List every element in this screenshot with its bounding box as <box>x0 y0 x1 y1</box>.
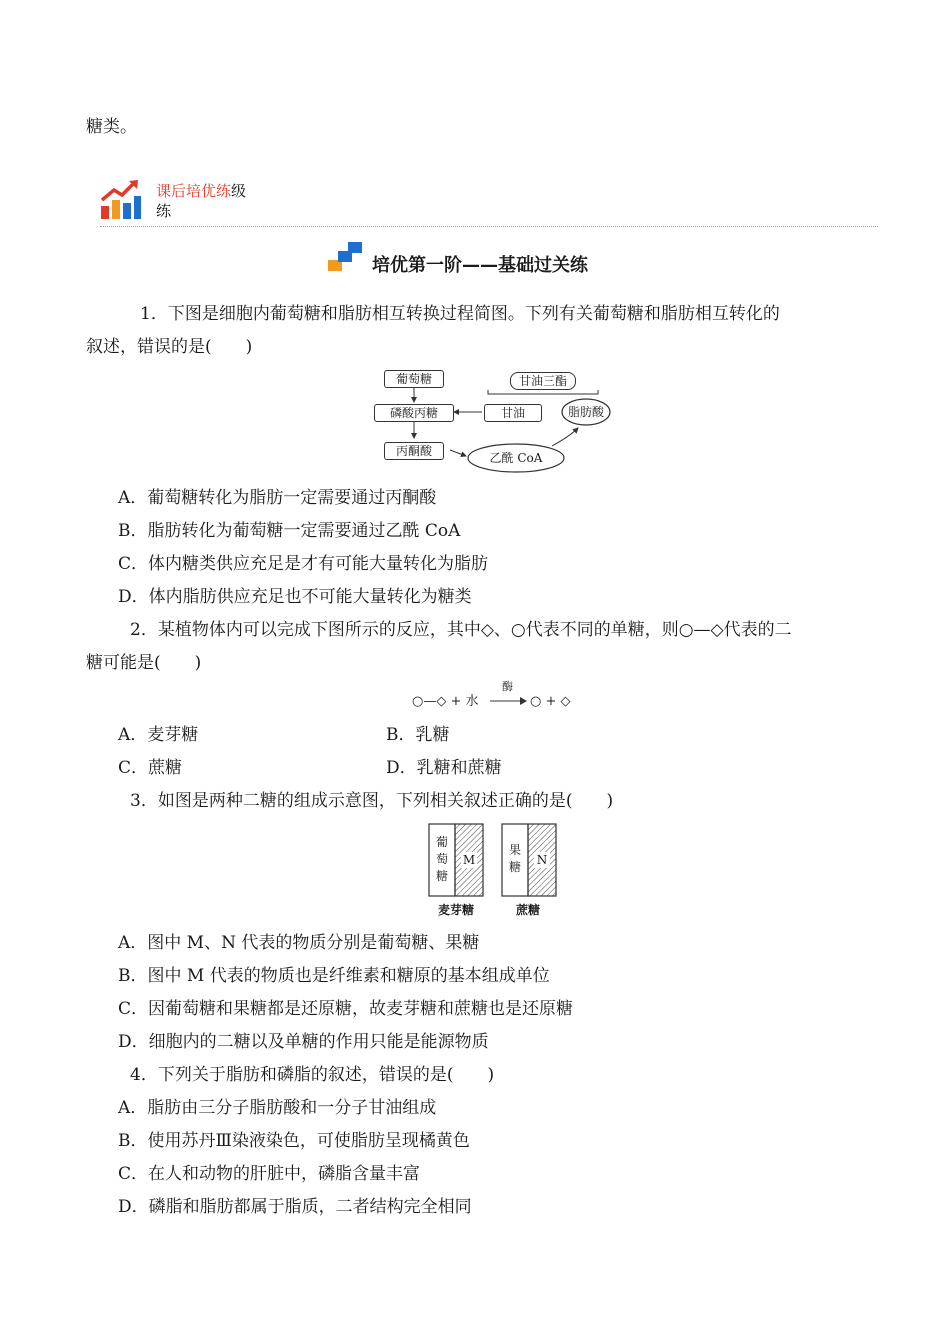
q4-option-c: C．在人和动物的肝脏中，磷脂含量丰富 <box>118 1164 421 1184</box>
mark-m: M <box>462 853 476 867</box>
pyruvate-box: 丙酮酸 <box>384 442 444 460</box>
q1-stem-line1: 1．下图是细胞内葡萄糖和脂肪相互转换过程简图。下列有关葡萄糖和脂肪相互转化的 <box>140 304 780 324</box>
acetyl-coa-label: 乙酰 CoA <box>489 451 543 465</box>
q2-option-b: B．乳糖 <box>386 725 450 745</box>
triglyceride-box: 甘油三酯 <box>510 372 576 390</box>
q2-equation <box>412 680 572 714</box>
continued-text: 糖类。 <box>86 117 137 137</box>
header-divider <box>100 226 878 227</box>
q3-stem: 3．如图是两种二糖的组成示意图，下列相关叙述正确的是( ) <box>130 791 614 811</box>
q3-option-b: B．图中 M 代表的物质也是纤维素和糖原的基本组成单位 <box>118 966 550 986</box>
q2-stem-line1: 2．某植物体内可以完成下图所示的反应，其中◇、○代表不同的单糖，则○—◇代表的二 <box>130 620 792 640</box>
q1-stem-line2: 叙述，错误的是( ) <box>86 337 253 357</box>
q3-figure <box>428 822 560 922</box>
g3p-box: 磷酸丙糖 <box>374 404 454 422</box>
q4-option-d: D．磷脂和脂肪都属于脂质，二者结构完全相同 <box>118 1197 472 1217</box>
chart-logo-icon <box>100 178 142 220</box>
section-title: 培优第一阶——基础过关练 <box>372 255 588 276</box>
sucrose-caption: 蔗糖 <box>515 903 540 917</box>
fatty-acid-label: 脂肪酸 <box>567 405 604 419</box>
q1-option-d: D．体内脂肪供应充足也不可能大量转化为糖类 <box>118 587 472 607</box>
sucrose-fructose-label: 果糖 <box>508 843 521 874</box>
maltose-caption: 麦芽糖 <box>437 903 474 917</box>
q2-option-c: C．蔗糖 <box>118 758 183 778</box>
steps-icon <box>328 240 368 272</box>
q3-option-c: C．因葡萄糖和果糖都是还原糖，故麦芽糖和蔗糖也是还原糖 <box>118 999 574 1019</box>
q3-option-d: D．细胞内的二糖以及单糖的作用只能是能源物质 <box>118 1032 489 1052</box>
q1-option-c: C．体内糖类供应充足是才有可能大量转化为脂肪 <box>118 554 489 574</box>
equation-left: ○—◇ + 水 <box>412 694 479 709</box>
enzyme-label: 酶 <box>502 680 513 693</box>
q1-option-a: A．葡萄糖转化为脂肪一定需要通过丙酮酸 <box>118 488 437 508</box>
header-black-text: 级 <box>231 182 247 200</box>
mark-n: N <box>534 852 550 868</box>
q1-option-b: B．脂肪转化为葡萄糖一定需要通过乙酰 CoA <box>118 521 461 541</box>
glycerol-box: 甘油 <box>484 404 542 422</box>
equation-right: ○ + ◇ <box>530 694 571 709</box>
q4-option-b: B．使用苏丹Ⅲ染液染色，可使脂肪呈现橘黄色 <box>118 1131 470 1151</box>
header-black-text-2: 练 <box>156 202 172 220</box>
q4-option-a: A．脂肪由三分子脂肪酸和一分子甘油组成 <box>118 1098 437 1118</box>
q1-figure <box>370 366 620 476</box>
q2-option-d: D．乳糖和蔗糖 <box>386 758 502 778</box>
glucose-box: 葡萄糖 <box>384 370 444 388</box>
reaction-arrow-icon <box>490 696 528 706</box>
q3-option-a: A．图中 M、N 代表的物质分别是葡萄糖、果糖 <box>118 933 480 953</box>
q4-stem: 4．下列关于脂肪和磷脂的叙述，错误的是( ) <box>130 1065 495 1085</box>
maltose-glucose-label: 葡萄糖 <box>435 835 448 883</box>
q2-stem-line2: 糖可能是( ) <box>86 653 202 673</box>
header-label <box>156 181 246 221</box>
header-red-text: 课后培优练 <box>156 182 232 200</box>
q2-option-a: A．麦芽糖 <box>118 725 199 745</box>
